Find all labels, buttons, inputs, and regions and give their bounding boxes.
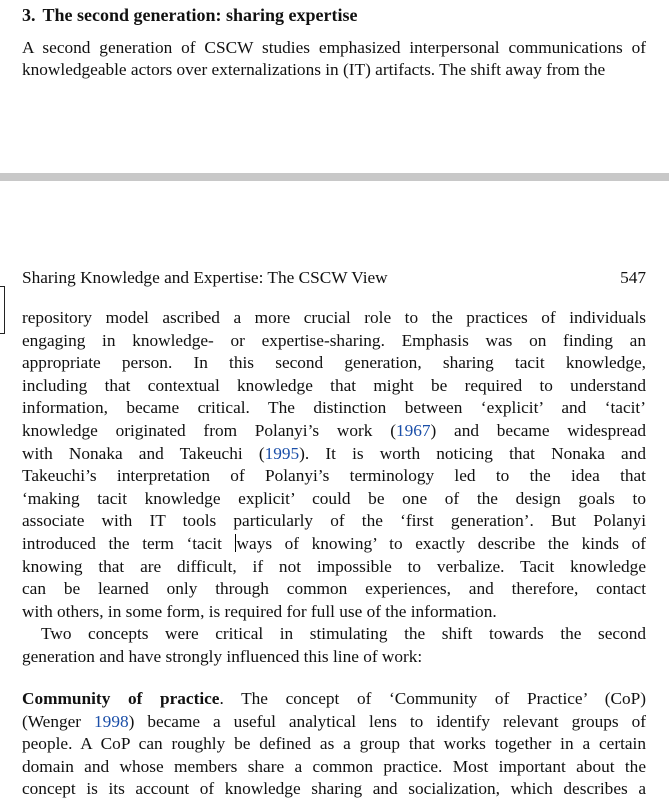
body-line: appropriate person. In this second generation, sharing tacit knowledge, <box>22 353 646 373</box>
body-line: Takeuchi’s interpretation of Polanyi’s terminology led to the idea that <box>22 466 646 486</box>
body-line <box>22 420 646 442</box>
citation-link[interactable]: 1995 <box>264 443 300 463</box>
body-line <box>22 688 646 710</box>
body-line <box>22 533 646 555</box>
body-line: with others, in some form, is required for full use of the information. <box>22 601 497 621</box>
body-text: . The concept of ‘Community of Practice’ (CoP) <box>219 689 646 708</box>
running-head-title: Sharing Knowledge and Expertise: The CSCW View <box>22 268 388 287</box>
body-line: repository model ascribed a more crucial role to the practices of individuals <box>22 308 646 327</box>
body-line: including that contextual knowledge that might be required to understand <box>22 375 646 395</box>
body-line: people. A CoP can roughly be defined as a group that works together in a certain <box>22 734 646 754</box>
body-line <box>22 711 646 733</box>
body-line: generation and have strongly influenced this line of work: <box>22 647 423 666</box>
body-line: engaging in knowledge- or expertise-sharing. Emphasis was on finding an <box>22 330 646 350</box>
body-line: concept is its account of knowledge sharing and socialization, which describes a <box>22 779 646 799</box>
paragraph-line: A second generation of CSCW studies emphasized interpersonal communications of <box>22 38 646 57</box>
body-line: information, became critical. The distinction between ‘explicit’ and ‘tacit’ <box>22 398 646 418</box>
section-heading <box>22 5 357 26</box>
section-title: The second generation: sharing expertise <box>42 5 358 25</box>
section-number: 3. <box>22 5 36 25</box>
term-heading: Community of practice <box>22 689 220 708</box>
body-text: ) became a useful analytical lens to identify relevant groups of <box>128 711 646 731</box>
body-line: knowing that are difficult, if not impossible to verbalize. Tacit knowledge <box>22 556 646 576</box>
body-text: (Wenger <box>22 711 95 731</box>
body-line: ‘making tacit knowledge explicit’ could be one of the design goals to <box>22 488 646 508</box>
page-bottom <box>0 181 669 797</box>
page-number: 547 <box>620 268 646 287</box>
text-cursor <box>235 534 236 552</box>
paragraph-line: knowledgeable actors over externalizations in (IT) artifacts. The shift away from the <box>22 60 606 79</box>
body-line: associate with IT tools particularly of the ‘first generation’. But Polanyi <box>22 511 646 531</box>
body-text: with Nonaka and Takeuchi ( <box>22 443 265 463</box>
citation-link[interactable]: 1967 <box>395 421 431 440</box>
body-text: ways of knowing’ to exactly describe the kinds of <box>236 534 646 553</box>
page-divider <box>0 173 669 181</box>
body-line <box>22 443 646 465</box>
body-line: can be learned only through common experiences, and therefore, contact <box>22 579 646 599</box>
body-line: Two concepts were critical in stimulating the shift towards the second <box>41 624 646 644</box>
body-text: knowledge originated from Polanyi’s work ( <box>22 421 396 440</box>
body-line: domain and whose members share a common practice. Most important about the <box>22 756 646 776</box>
running-head <box>22 268 646 288</box>
citation-link[interactable]: 1998 <box>94 711 129 731</box>
page-top <box>0 0 669 173</box>
body-text: introduced the term ‘tacit <box>22 534 235 553</box>
body-text: ) and became widespread <box>430 421 646 440</box>
body-text: ). It is worth noticing that Nonaka and <box>299 443 646 463</box>
margin-bracket <box>0 286 5 334</box>
